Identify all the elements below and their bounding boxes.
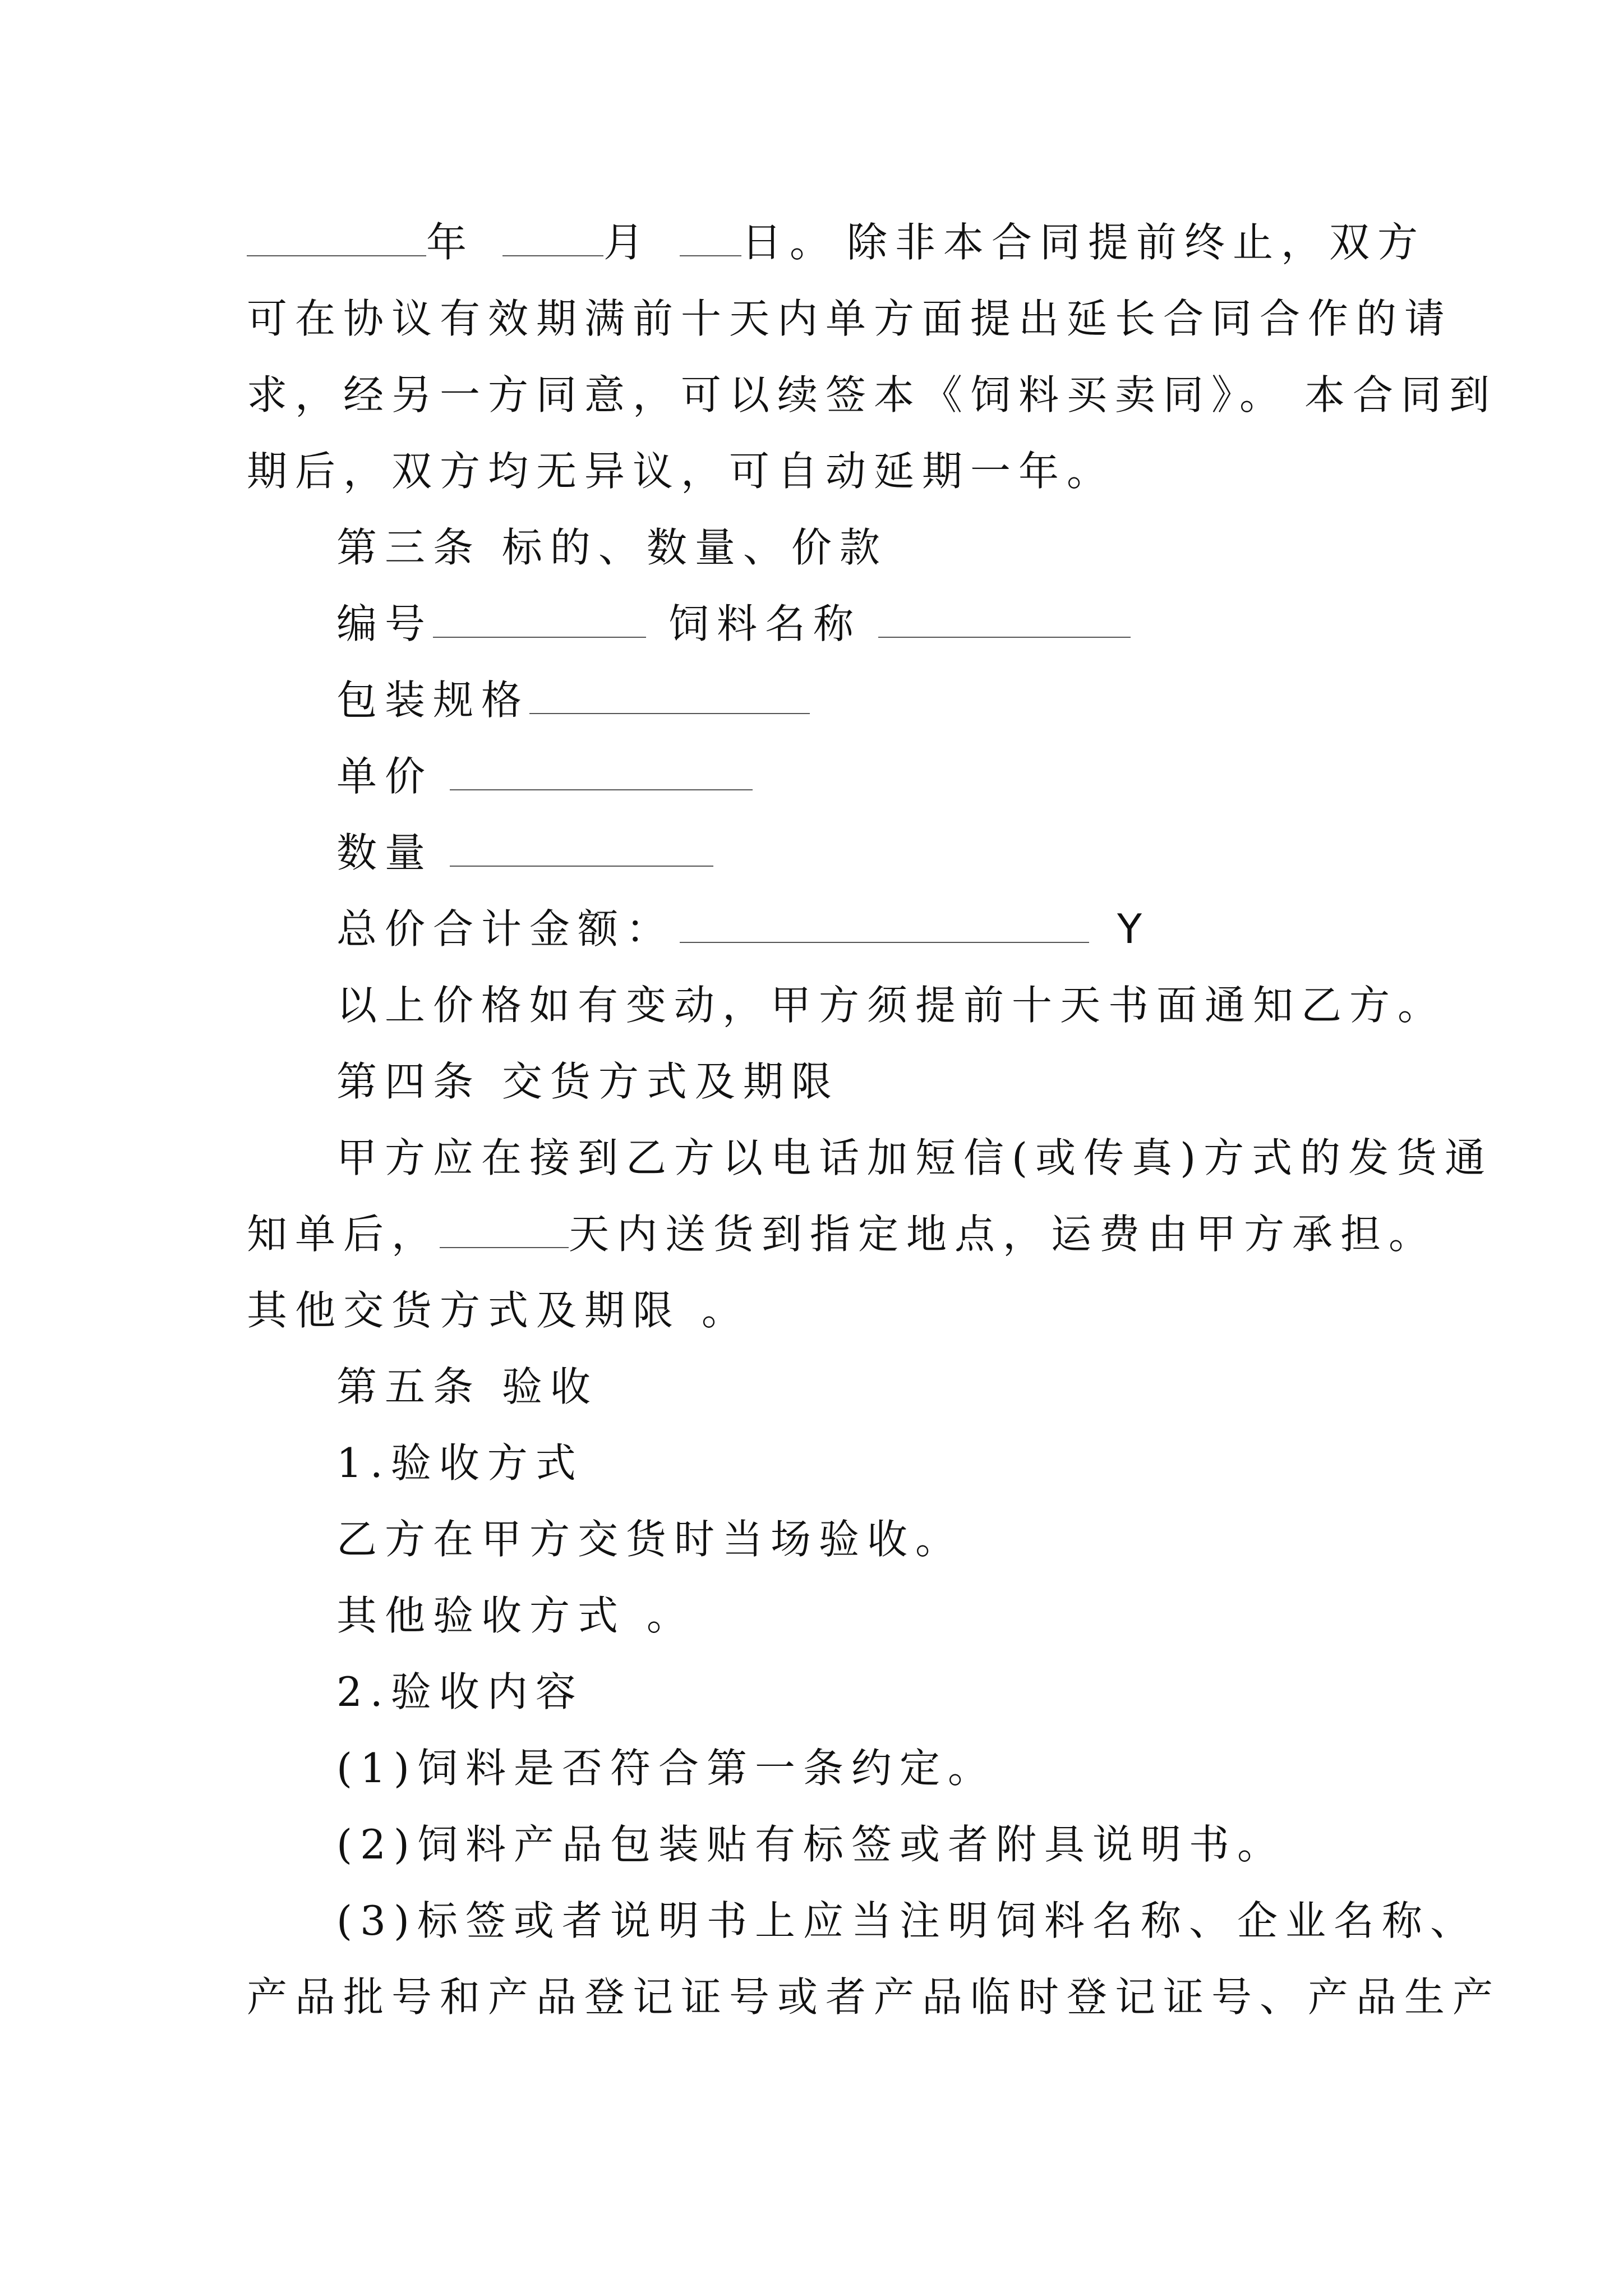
renewal-text: 求，经另一方同意，可以续签本《饲料买卖同》。 — [247, 371, 1288, 418]
inspection-method-text: 乙方在甲方交货时当场验收。 — [336, 1516, 964, 1563]
inspection-item-2: (2)饲料产品包装贴有标签或者附具说明书。 — [336, 1821, 1285, 1868]
unit-price-blank — [450, 756, 753, 790]
unit-price-label: 单价 — [336, 753, 434, 800]
total-amount-line — [336, 902, 1150, 956]
article-3-heading: 第三条 标的、数量、价款 — [336, 524, 888, 571]
packaging-line — [336, 673, 810, 727]
delivery-line-3: 其他交货方式及期限 。 — [247, 1287, 750, 1334]
total-amount-blank — [680, 908, 1089, 943]
quantity-blank — [450, 832, 713, 867]
expiry-text: 本合同到 — [1304, 371, 1498, 418]
term-text: 除非本合同提前终止，双方 — [847, 219, 1426, 266]
number-and-name-line — [336, 597, 1131, 651]
inspection-method-title: 1.验收方式 — [336, 1439, 584, 1487]
quantity-line — [336, 826, 713, 880]
quantity-label: 数量 — [336, 829, 434, 876]
other-inspection-method: 其他验收方式 。 — [336, 1592, 695, 1639]
inspection-item-1: (1)饲料是否符合第一条约定。 — [336, 1745, 996, 1792]
inspection-content-title: 2.验收内容 — [336, 1668, 584, 1715]
term-line-4: 期后，双方均无异议，可自动延期一年。 — [247, 448, 1115, 495]
term-line-1 — [247, 215, 1426, 269]
delivery-line-1: 甲方应在接到乙方以电话加短信(或传真)方式的发货通 — [336, 1134, 1493, 1181]
year-blank — [247, 222, 426, 256]
month-label: 月 — [603, 219, 652, 266]
days-blank — [440, 1213, 569, 1248]
year-label: 年 — [426, 219, 475, 266]
unit-price-line — [336, 749, 753, 803]
yen-symbol: Y — [1117, 905, 1150, 953]
feed-name-blank — [878, 603, 1131, 638]
month-blank — [502, 222, 603, 256]
price-change-note: 以上价格如有变动，甲方须提前十天书面通知乙方。 — [336, 982, 1446, 1029]
feed-name-label: 饲料名称 — [668, 600, 862, 647]
total-amount-label: 总价合计金额： — [336, 905, 675, 953]
packaging-label: 包装规格 — [336, 677, 530, 724]
delivery-text-a: 知单后， — [247, 1211, 440, 1258]
inspection-item-3-line-1: (3)标签或者说明书上应当注明饲料名称、企业名称、 — [336, 1897, 1478, 1944]
article-4-heading: 第四条 交货方式及期限 — [336, 1058, 840, 1105]
article-5-heading: 第五条 验收 — [336, 1363, 598, 1410]
day-blank — [680, 222, 741, 256]
number-label: 编号 — [336, 600, 434, 647]
term-line-2: 可在协议有效期满前十天内单方面提出延长合同合作的请 — [247, 295, 1453, 342]
delivery-line-2 — [247, 1207, 1437, 1261]
term-line-3 — [247, 368, 1497, 422]
number-blank — [433, 603, 646, 638]
inspection-item-3-line-2: 产品批号和产品登记证号或者产品临时登记证号、产品生产 — [247, 1973, 1501, 2021]
packaging-blank — [529, 679, 810, 714]
day-label: 日。 — [741, 219, 838, 266]
delivery-text-b: 天内送货到指定地点，运费由甲方承担。 — [569, 1211, 1437, 1258]
